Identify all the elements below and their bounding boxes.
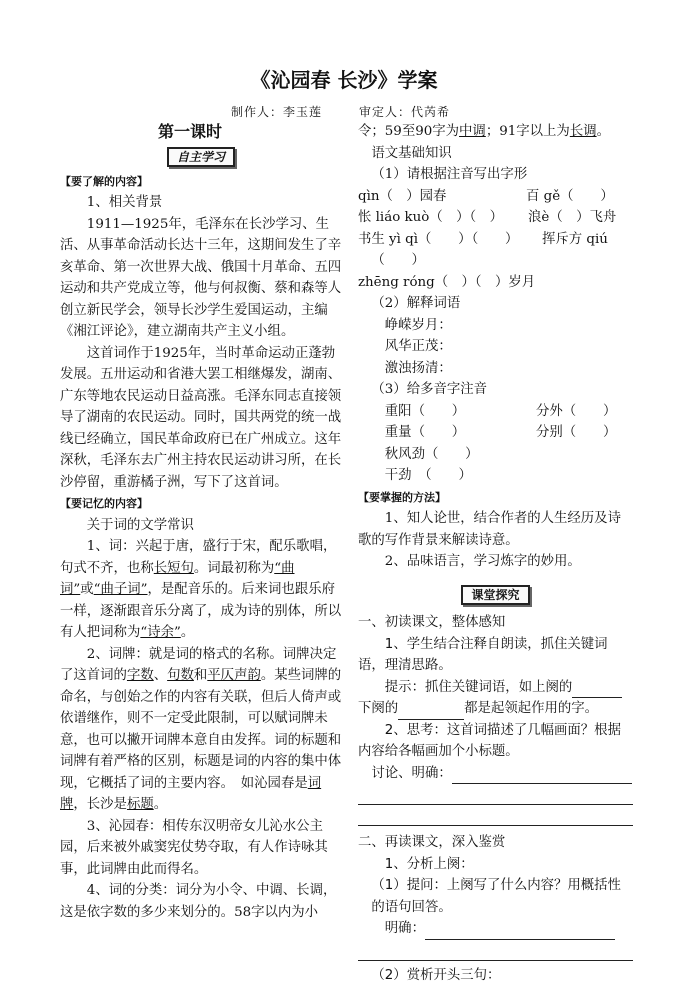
section-1-heading: 一、初读课文，整体感知: [358, 612, 633, 634]
answer-line[interactable]: [358, 784, 633, 805]
method-2: 2、品味语言，学习炼字的妙用。: [358, 551, 633, 573]
word-3: 激浊扬清：: [358, 358, 633, 380]
pinyin-row-2: 怅 liáo kuò（ ）（ ） 浪è（ ）飞舟: [358, 207, 633, 229]
polyphone-row-4: 干劲 （ ）: [358, 465, 633, 487]
background-paragraph-1: 1911—1925年，毛泽东在长沙学习、生活、从事革命活动长达十三年，这期间发生了辛亥革命、第一次世界大战、俄国十月革命、五四运动和共产党成立等，他与何叔衡、蔡和森等人创立新民学会，领导长沙学生爱国运动，主编《湘江评论》，建立湖南共产主义小组。: [60, 214, 342, 343]
background-heading: 1、相关背景: [60, 192, 342, 214]
class-inquiry-badge: 课堂探究: [461, 585, 529, 605]
question-2: （2）解释词语: [358, 293, 633, 315]
literature-heading: 关于词的文学常识: [60, 515, 342, 537]
ci-item-2: 2、词牌：就是词的格式的名称。词牌决定了这首词的字数、句数和平仄声韵。某些词牌的命名，与创始之作的内容有关联，但后人倚声或依谱继作，则不一定受此限制，可以赋词牌未意，也可以撇开词牌本意自由发挥。词的标题和词牌有着严格的区别，标题是词的内容的集中体现，它概括了词的主要内容。 如沁园春是词牌，长沙是标题。: [60, 644, 342, 816]
self-study-badge: 自主学习: [167, 147, 235, 167]
tag-method: 【要掌握的方法】: [358, 487, 633, 509]
ci-item-1: 1、词：兴起于唐，盛行于宋，配乐歌唱，句式不齐，也称长短句。词最初称为“曲词”或“曲子词”，是配音乐的。后来词也跟乐府一样，逐渐跟音乐分离了，成为诗的别体，所以有人把词称为“诗余”。: [60, 536, 342, 644]
section-2-item-1: 1、分析上阕：: [358, 854, 633, 876]
pinyin-row-3-cont: （ ）: [358, 250, 633, 272]
question-1: （1）请根据注音写出字形: [358, 164, 633, 186]
answer-line[interactable]: [358, 805, 633, 826]
lesson-title: 第一课时: [158, 119, 222, 142]
question-3: （3）给多音字注音: [358, 379, 633, 401]
ci-item-3: 3、沁园春：相传东汉明帝女儿沁水公主园，后来被外戚窦宪仗势夺取，有人作诗咏其事，此词牌由此而得名。: [60, 816, 342, 881]
tag-memorize: 【要记忆的内容】: [60, 493, 342, 515]
ci-item-4-cont: 令；59至90字为中调；91字以上为长调。: [358, 121, 633, 143]
word-1: 峥嵘岁月：: [358, 315, 633, 337]
word-2: 风华正茂：: [358, 336, 633, 358]
answer-line[interactable]: [358, 940, 633, 961]
pinyin-row-3: 书生 yì qì（ ）（ ） 挥斥方 qiú: [358, 229, 633, 251]
section-2-question-1: （1）提问：上阕写了什么内容？用概括性的语句回答。: [358, 875, 633, 918]
hint-line: 提示：抓住关键词语，如上阕的: [358, 677, 633, 699]
section-2-question-2: （2）赏析开头三句：: [358, 965, 633, 986]
hint-line-2: 下阕的 都是起领起作用的字。: [358, 698, 633, 720]
right-column: [358, 121, 633, 986]
section-1-item-1: 1、学生结合注释自朗读，抓住关键词语，理清思路。: [358, 634, 633, 677]
clear-line: 明确：: [358, 918, 633, 940]
polyphone-row-1: 重阳（ ） 分外（ ）: [358, 401, 633, 423]
pinyin-row-1: qìn（ ）园春 百 gě（ ）: [358, 186, 633, 208]
pinyin-row-4: zhēng róng（ ）（ ）岁月: [358, 272, 633, 294]
discuss-line: 讨论、明确：: [358, 763, 633, 785]
method-1: 1、知人论世，结合作者的人生经历及诗歌的写作背景来解读诗意。: [358, 508, 633, 551]
section-2-heading: 二、再读课文，深入鉴赏: [358, 832, 633, 854]
reviewer-label: 审定人：代芮希: [359, 103, 450, 120]
basic-knowledge-heading: 语文基础知识: [358, 143, 633, 165]
polyphone-row-3: 秋风劲（ ）: [358, 444, 633, 466]
page-title: 《沁园春 长沙》学案: [0, 64, 688, 93]
tag-know: 【要了解的内容】: [60, 171, 342, 193]
polyphone-row-2: 重量（ ） 分别（ ）: [358, 422, 633, 444]
left-column: [60, 143, 342, 923]
section-1-item-2: 2、思考：这首词描述了几幅画面？根据内容给各幅画加个小标题。: [358, 720, 633, 763]
author-label: 制作人：李玉莲: [231, 103, 322, 120]
ci-item-4: 4、词的分类：词分为小令、中调、长调，这是依字数的多少来划分的。58字以内为小: [60, 880, 342, 923]
background-paragraph-2: 这首词作于1925年，当时革命运动正蓬勃发展。五卅运动和省港大罢工相继爆发，湖南、广东等地农民运动日益高涨。毛泽东同志直接领导了湖南的农民运动。同时，国共两党的统一战线已经确立，国民革命政府已在广州成立。这年深秋，毛泽东去广州主持农民运动讲习所，在长沙停留，重游橘子洲，写下了这首词。: [60, 343, 342, 494]
